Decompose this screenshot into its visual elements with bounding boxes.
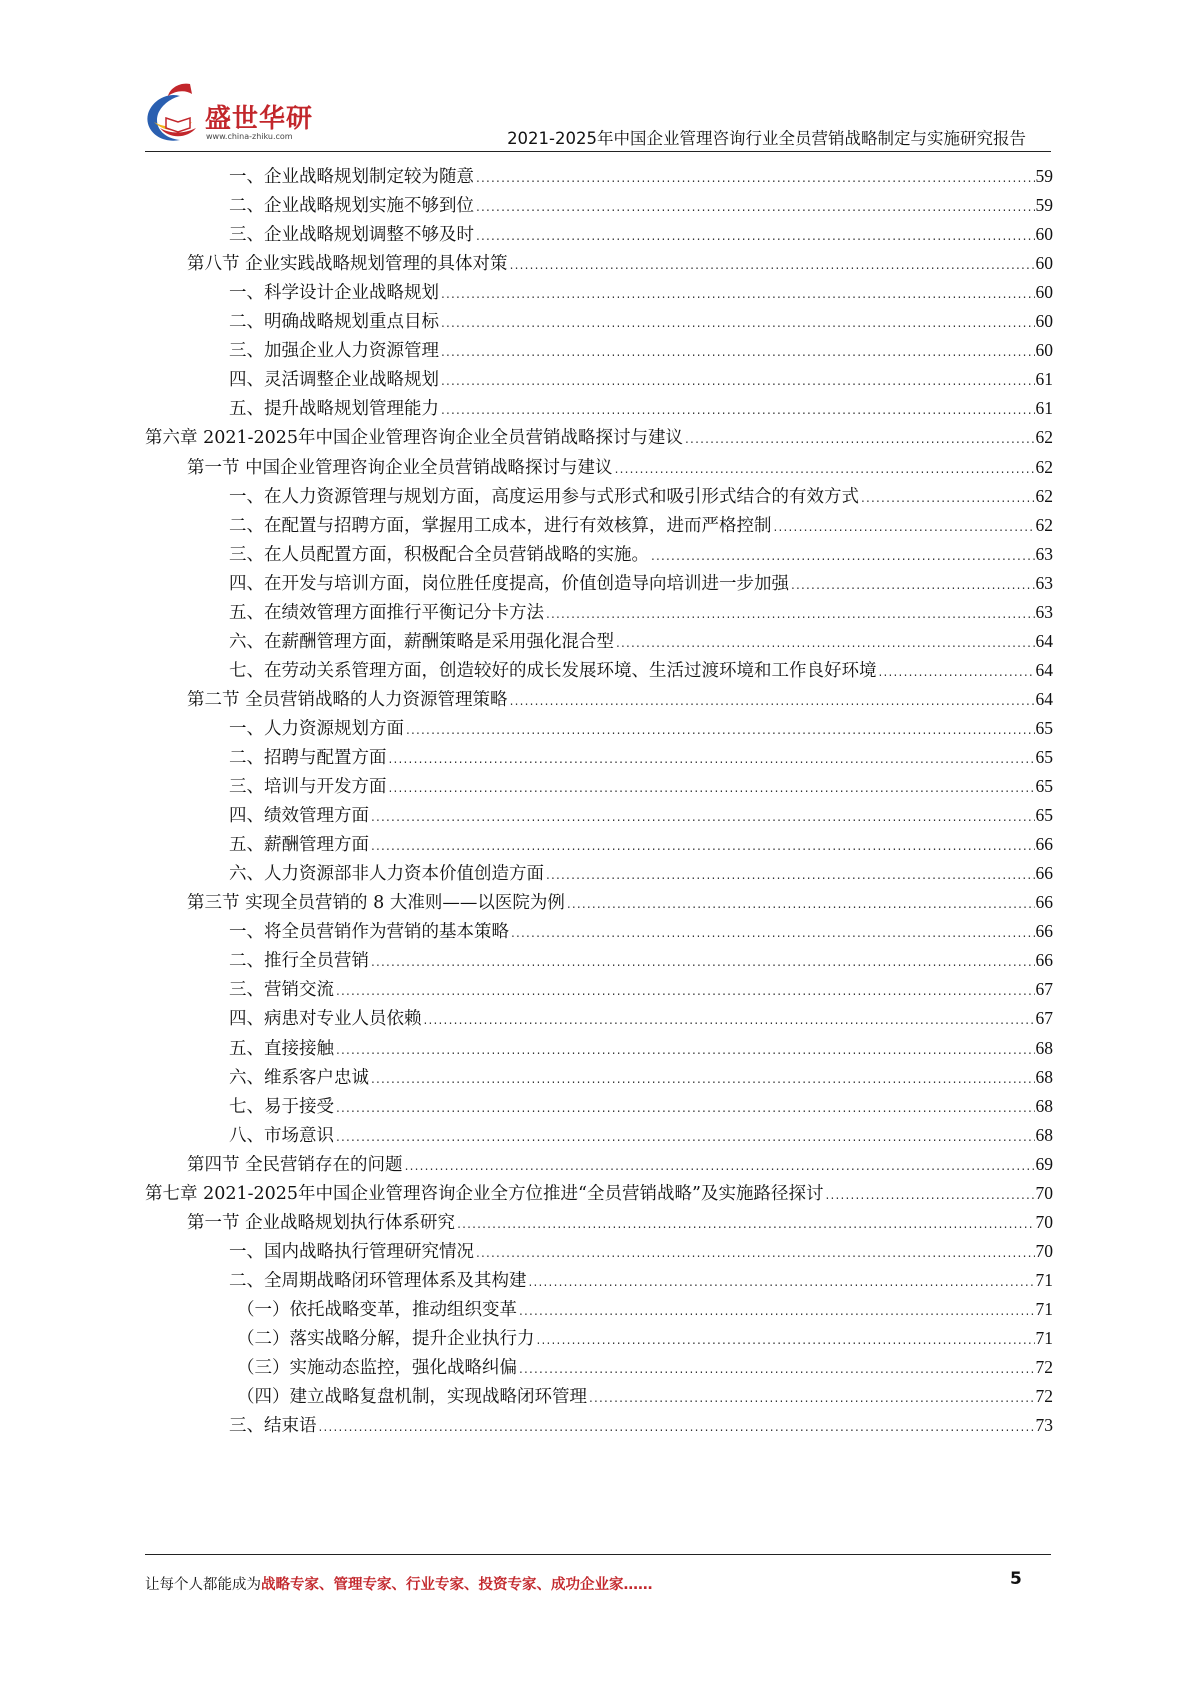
toc-entry-page: 68	[1035, 1066, 1053, 1087]
toc-entry[interactable]	[237, 1382, 1053, 1410]
toc-entry-page: 66	[1035, 921, 1053, 942]
toc-entry-title: 二、推行全员营销	[229, 951, 369, 972]
header-divider	[145, 151, 1051, 152]
toc-entry-title: 四、灵活调整企业战略规划	[229, 370, 439, 391]
toc-entry-title: 三、营销交流	[229, 980, 334, 1001]
toc-dot-leader	[546, 600, 1035, 628]
toc-entry-page: 62	[1035, 456, 1053, 477]
toc-entry-title: 第二节 全员营销战略的人力资源管理策略	[187, 689, 508, 710]
toc-dot-leader	[441, 338, 1035, 366]
toc-entry-page: 62	[1035, 427, 1053, 448]
toc-entry-title: 第一节 中国企业管理咨询企业全员营销战略探讨与建议	[187, 457, 613, 478]
toc-entry-title: 二、在配置与招聘方面，掌握用工成本，进行有效核算，进而严格控制	[229, 515, 772, 536]
toc-entry-title: 一、科学设计企业战略规划	[229, 283, 439, 304]
toc-entry-page: 69	[1035, 1153, 1053, 1174]
toc-entry-title: 第一节 企业战略规划执行体系研究	[187, 1212, 456, 1233]
toc-entry[interactable]	[237, 1353, 1053, 1381]
toc-dot-leader	[476, 222, 1035, 250]
toc-dot-leader	[510, 251, 1035, 279]
toc-entry-title: 第七章 2021-2025年中国企业管理咨询企业全方位推进“全员营销战略”及实施路径探讨	[145, 1183, 824, 1204]
toc-dot-leader	[791, 571, 1035, 599]
toc-entry[interactable]	[229, 772, 1053, 800]
toc-dot-leader	[441, 396, 1035, 424]
toc-dot-leader	[371, 1065, 1035, 1093]
toc-entry[interactable]	[229, 627, 1053, 655]
toc-entry[interactable]	[229, 162, 1053, 190]
toc-entry-title: 第三节 实现全员营销的 8 大准则——以医院为例	[187, 893, 565, 914]
toc-dot-leader	[774, 513, 1035, 541]
toc-dot-leader	[651, 542, 1035, 570]
toc-dot-leader	[519, 1355, 1035, 1383]
toc-entry-page: 65	[1035, 717, 1053, 738]
footer-divider	[145, 1554, 1051, 1555]
toc-entry-title: 五、在绩效管理方面推行平衡记分卡方法	[229, 602, 544, 623]
toc-entry[interactable]	[229, 220, 1053, 248]
report-title: 2021-2025年中国企业管理咨询行业全员营销战略制定与实施研究报告	[507, 129, 1026, 148]
toc-entry-title: （二）落实战略分解，提升企业执行力	[237, 1329, 535, 1349]
toc-entry-title: 六、在薪酬管理方面，薪酬策略是采用强化混合型	[229, 631, 614, 652]
toc-dot-leader	[441, 280, 1035, 308]
toc-entry-title: 二、明确战略规划重点目标	[229, 312, 439, 333]
toc-dot-leader	[879, 658, 1035, 686]
toc-entry-page: 64	[1035, 630, 1053, 651]
toc-entry[interactable]	[229, 1063, 1053, 1091]
toc-entry-page: 71	[1035, 1328, 1053, 1348]
toc-entry[interactable]	[145, 423, 1053, 451]
toc-entry[interactable]	[229, 801, 1053, 829]
toc-entry[interactable]	[237, 1324, 1053, 1352]
toc-entry[interactable]	[229, 1266, 1053, 1294]
toc-entry[interactable]	[229, 917, 1053, 945]
toc-dot-leader	[476, 193, 1035, 221]
toc-entry-title: 一、国内战略执行管理研究情况	[229, 1241, 474, 1262]
toc-dot-leader	[615, 455, 1035, 483]
toc-entry-page: 62	[1035, 485, 1053, 506]
toc-entry-page: 71	[1035, 1298, 1053, 1319]
toc-dot-leader	[424, 1006, 1035, 1034]
toc-entry-title: 七、易于接受	[229, 1096, 334, 1117]
toc-entry-page: 59	[1035, 195, 1053, 216]
toc-entry[interactable]	[229, 191, 1053, 219]
toc-entry-page: 68	[1035, 1095, 1053, 1116]
toc-entry-page: 72	[1035, 1386, 1053, 1407]
toc-dot-leader	[336, 1036, 1035, 1064]
toc-entry-title: 五、提升战略规划管理能力	[229, 399, 439, 420]
toc-dot-leader	[389, 774, 1035, 802]
toc-entry[interactable]	[229, 1411, 1053, 1439]
toc-entry[interactable]	[229, 1237, 1053, 1265]
toc-entry-page: 60	[1035, 340, 1053, 361]
toc-entry[interactable]	[229, 569, 1053, 597]
toc-entry-title: 三、培训与开发方面	[229, 777, 387, 798]
toc-dot-leader	[441, 309, 1035, 337]
toc-entry-page: 65	[1035, 776, 1053, 797]
toc-dot-leader	[389, 745, 1035, 773]
toc-entry-title: 第六章 2021-2025年中国企业管理咨询企业全员营销战略探讨与建议	[145, 428, 684, 449]
toc-entry-title: 三、在人员配置方面，积极配合全员营销战略的实施。	[229, 544, 649, 565]
toc-entry-page: 66	[1035, 863, 1053, 884]
toc-entry-page: 59	[1035, 166, 1053, 186]
toc-entry[interactable]	[229, 1121, 1053, 1149]
toc-entry[interactable]	[229, 598, 1053, 626]
toc-entry[interactable]	[145, 1179, 1053, 1207]
toc-entry-title: 四、病患对专业人员依赖	[229, 1009, 422, 1030]
toc-entry-page: 70	[1035, 1211, 1053, 1232]
toc-entry-page: 67	[1035, 1008, 1053, 1029]
toc-entry[interactable]	[229, 1004, 1053, 1032]
toc-dot-leader	[567, 890, 1035, 918]
toc-entry-title: （一）依托战略变革，推动组织变革	[237, 1299, 517, 1320]
toc-entry-page: 60	[1035, 311, 1053, 332]
toc-entry-title: （四）建立战略复盘机制，实现战略闭环管理	[237, 1387, 587, 1408]
toc-entry-title: 一、将全员营销作为营销的基本策略	[229, 922, 509, 943]
toc-dot-leader	[441, 367, 1035, 395]
toc-entry-title: 六、人力资源部非人力资本价值创造方面	[229, 864, 544, 885]
toc-entry[interactable]	[229, 511, 1053, 539]
toc-entry-page: 68	[1035, 1037, 1053, 1058]
slogan-highlight: 战略专家、管理专家、行业专家、投资专家、成功企业家……	[261, 1577, 653, 1593]
brand-name: 盛世华研	[205, 104, 314, 134]
toc-entry-title: 六、维系客户忠诚	[229, 1067, 369, 1088]
toc-dot-leader	[476, 1239, 1035, 1267]
toc-dot-leader	[405, 1152, 1035, 1180]
toc-dot-leader	[519, 1297, 1035, 1325]
toc-entry[interactable]	[229, 365, 1053, 393]
toc-entry-page: 60	[1035, 253, 1053, 274]
toc-dot-leader	[406, 716, 1035, 744]
toc-entry[interactable]	[229, 307, 1053, 335]
toc-entry[interactable]	[229, 830, 1053, 858]
toc-entry-title: 四、在开发与培训方面，岗位胜任度提高，价值创造导向培训进一步加强	[229, 573, 789, 594]
toc-entry[interactable]	[229, 946, 1053, 974]
toc-entry-page: 62	[1035, 514, 1053, 535]
toc-entry-title: 三、企业战略规划调整不够及时	[229, 225, 474, 246]
toc-entry-page: 66	[1035, 834, 1053, 855]
toc-dot-leader	[336, 1123, 1035, 1151]
toc-entry-page: 60	[1035, 282, 1053, 303]
toc-dot-leader	[336, 1094, 1035, 1122]
toc-entry[interactable]	[229, 975, 1053, 1003]
toc-entry-page: 66	[1035, 950, 1053, 971]
toc-dot-leader	[529, 1268, 1035, 1296]
toc-entry[interactable]	[187, 453, 1053, 481]
toc-entry[interactable]	[187, 1208, 1053, 1236]
toc-entry-page: 71	[1035, 1269, 1053, 1290]
toc-entry-title: 二、招聘与配置方面	[229, 748, 387, 768]
toc-dot-leader	[336, 977, 1035, 1005]
toc-entry[interactable]	[229, 482, 1053, 510]
toc-entry-page: 65	[1035, 747, 1053, 767]
toc-entry-title: 三、加强企业人力资源管理	[229, 341, 439, 362]
toc-entry[interactable]	[229, 278, 1053, 306]
toc-entry-title: 二、企业战略规划实施不够到位	[229, 196, 474, 217]
toc-entry[interactable]	[229, 656, 1053, 684]
toc-entry[interactable]	[229, 540, 1053, 568]
toc-entry[interactable]	[229, 714, 1053, 742]
toc-entry[interactable]	[229, 1034, 1053, 1062]
toc-dot-leader	[371, 832, 1035, 860]
brand-url: www.china-zhiku.com	[206, 132, 293, 141]
toc-entry-title: 五、直接接触	[229, 1038, 334, 1059]
footer-slogan	[145, 1573, 653, 1594]
slogan-prefix: 让每个人都能成为	[145, 1577, 261, 1593]
toc-entry[interactable]	[229, 743, 1053, 771]
toc-entry-title: 八、市场意识	[229, 1125, 334, 1146]
toc-entry[interactable]	[229, 336, 1053, 364]
toc-dot-leader	[319, 1413, 1035, 1441]
toc-dot-leader	[685, 425, 1034, 453]
toc-entry-page: 68	[1035, 1124, 1053, 1145]
toc-entry-title: 一、人力资源规划方面	[229, 718, 404, 739]
toc-entry-page: 64	[1035, 688, 1053, 709]
toc-dot-leader	[537, 1326, 1035, 1354]
toc-entry-page: 63	[1035, 601, 1053, 622]
toc-dot-leader	[589, 1384, 1035, 1412]
toc-entry-page: 63	[1035, 572, 1053, 593]
toc-entry-page: 65	[1035, 805, 1053, 826]
toc-dot-leader	[371, 803, 1035, 831]
toc-entry-title: 一、在人力资源管理与规划方面，高度运用参与式形式和吸引形式结合的有效方式	[229, 486, 859, 507]
toc-entry-page: 61	[1035, 398, 1053, 419]
toc-dot-leader	[616, 629, 1035, 657]
toc-entry[interactable]	[229, 1092, 1053, 1120]
toc-entry[interactable]	[187, 685, 1053, 713]
toc-entry-title: 第八节 企业实践战略规划管理的具体对策	[187, 254, 508, 275]
toc-entry-title: 三、结束语	[229, 1416, 317, 1437]
toc-entry-page: 67	[1035, 979, 1053, 1000]
toc-entry-page: 73	[1035, 1415, 1053, 1436]
toc-dot-leader	[457, 1210, 1034, 1238]
toc-entry-title: 第四节 全民营销存在的问题	[187, 1154, 403, 1175]
toc-entry-page: 72	[1035, 1357, 1053, 1378]
toc-entry[interactable]	[187, 1150, 1053, 1178]
toc-entry-page: 64	[1035, 659, 1053, 680]
toc-entry-title: 一、企业战略规划制定较为随意	[229, 167, 474, 187]
toc-dot-leader	[511, 919, 1035, 947]
toc-entry[interactable]	[187, 249, 1053, 277]
toc-entry[interactable]	[237, 1295, 1053, 1323]
toc-entry-title: 七、在劳动关系管理方面，创造较好的成长发展环境、生活过渡环境和工作良好环境	[229, 660, 877, 681]
toc-entry-title: 四、绩效管理方面	[229, 806, 369, 827]
toc-entry-page: 61	[1035, 369, 1053, 390]
toc-entry-page: 60	[1035, 224, 1053, 245]
toc-entry-page: 70	[1035, 1182, 1053, 1203]
page-number: 5	[1010, 1569, 1022, 1589]
toc-entry-page: 63	[1035, 543, 1053, 564]
toc-entry-title: （三）实施动态监控，强化战略纠偏	[237, 1358, 517, 1379]
toc-dot-leader	[476, 164, 1035, 192]
toc-entry-page: 66	[1035, 892, 1053, 913]
toc-entry-title: 五、薪酬管理方面	[229, 835, 369, 856]
toc-entry[interactable]	[229, 394, 1053, 422]
toc-dot-leader	[825, 1181, 1034, 1209]
toc-dot-leader	[371, 948, 1035, 976]
toc-entry[interactable]	[187, 888, 1053, 916]
toc-dot-leader	[861, 484, 1035, 512]
toc-entry-page: 70	[1035, 1240, 1053, 1261]
toc-entry-title: 二、全周期战略闭环管理体系及其构建	[229, 1270, 527, 1291]
toc-dot-leader	[546, 861, 1035, 889]
toc-entry[interactable]	[229, 859, 1053, 887]
toc-dot-leader	[510, 687, 1035, 715]
page-header	[0, 0, 1191, 160]
